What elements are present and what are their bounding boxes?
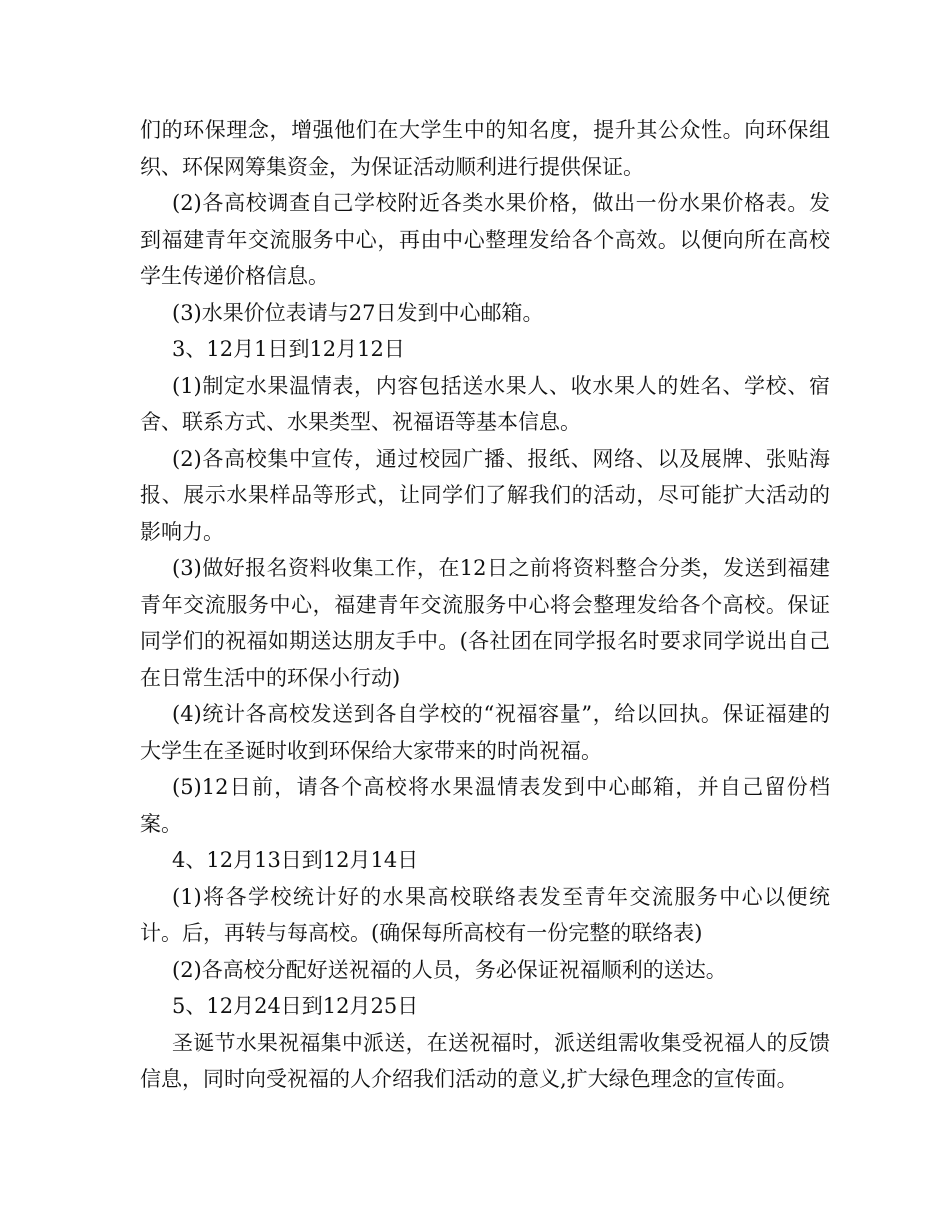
paragraph-item: (3)做好报名资料收集工作，在12日之前将资料整合分类，发送到福建青年交流服务中心，福建青年交流服务中心将会整理发给各个高校。保证同学们的祝福如期送达朋友手中。(各社团在同学报名时要求同学说出自己在日常生活中的环保小行动) (140, 556, 830, 690)
paragraph-item: (4)统计各高校发送到各自学校的“祝福容量”，给以回执。保证福建的大学生在圣诞时收到环保给大家带来的时尚祝福。 (140, 702, 830, 763)
section-heading: 3、12月1日到12月12日 (172, 337, 405, 361)
paragraph-item: (5)12日前，请各个高校将水果温情表发到中心邮箱，并自己留份档案。 (140, 775, 830, 836)
section-heading: 5、12月24日到12月25日 (172, 994, 419, 1018)
paragraph-item: (2)各高校调查自己学校附近各类水果价格，做出一份水果价格表。发到福建青年交流服务中心，再由中心整理发给各个高效。以便向所在高校学生传递价格信息。 (140, 191, 830, 288)
paragraph-item: (1)制定水果温情表，内容包括送水果人、收水果人的姓名、学校、宿舍、联系方式、水果类型、祝福语等基本信息。 (140, 373, 830, 434)
paragraph-item: 圣诞节水果祝福集中派送，在送祝福时，派送组需收集受祝福人的反馈信息，同时向受祝福的人介绍我们活动的意义,扩大绿色理念的宣传面。 (140, 1030, 830, 1091)
section-heading: 4、12月13日到12月14日 (172, 848, 419, 872)
document-body (140, 112, 830, 1098)
paragraph-item: (3)水果价位表请与27日发到中心邮箱。 (172, 300, 544, 325)
paragraph-item: (2)各高校集中宣传，通过校园广播、报纸、网络、以及展牌、张贴海报、展示水果样品等形式，让同学们了解我们的活动，尽可能扩大活动的影响力。 (140, 446, 830, 544)
paragraph-item: (1)将各学校统计好的水果高校联络表发至青年交流服务中心以便统计。后，再转与每高校。(确保每所高校有一份完整的联络表) (140, 884, 830, 945)
paragraph-item: (2)各高校分配好送祝福的人员，务必保证祝福顺利的送达。 (172, 957, 727, 982)
paragraph-continuation: 们的环保理念，增强他们在大学生中的知名度，提升其公众性。向环保组织、环保网筹集资金，为保证活动顺利进行提供保证。 (140, 118, 830, 179)
